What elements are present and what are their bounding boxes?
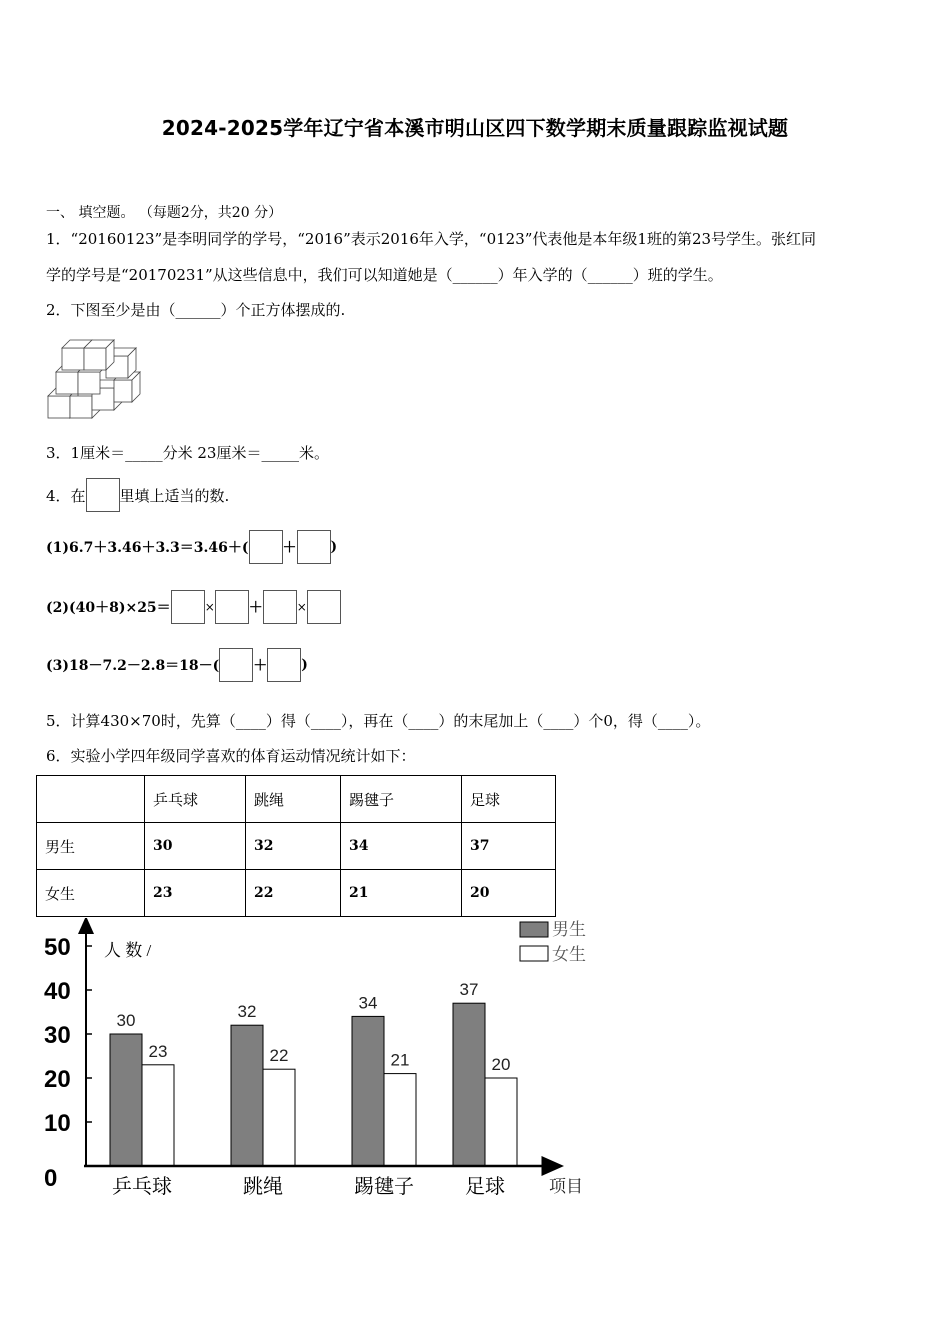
bar-female <box>485 1078 517 1166</box>
answer-box[interactable] <box>267 648 301 682</box>
bar-value-label: 34 <box>358 993 378 1013</box>
table-row <box>37 870 556 917</box>
table-cell: 23 <box>145 870 246 917</box>
expr-text: ) <box>330 539 338 555</box>
bar-male <box>231 1025 263 1166</box>
bar-value-label: 21 <box>390 1050 410 1070</box>
answer-box[interactable] <box>307 590 341 624</box>
expr-text: (3)18－7.2－2.8＝18－( <box>46 658 220 674</box>
bar-male <box>453 1003 485 1166</box>
operator: ＋ <box>248 600 263 616</box>
expr-text: ) <box>301 657 308 673</box>
y-tick-label: 10 <box>44 1110 71 1137</box>
cube <box>84 340 114 370</box>
bar-male <box>110 1034 142 1166</box>
expr-text: (1)6.7＋3.46＋3.3＝3.46＋( <box>46 540 249 556</box>
question-3: 3．1厘米＝_____分米 23厘米＝_____米。 <box>46 444 329 462</box>
question-4-part-2 <box>46 590 341 624</box>
table-cell: 21 <box>341 870 462 917</box>
page-title: 2024-2025学年辽宁省本溪市明山区四下数学期末质量跟踪监视试题 <box>161 116 789 140</box>
bar-value-label: 30 <box>116 1011 136 1030</box>
bar-value-label: 20 <box>491 1055 511 1074</box>
legend-label-female: 女生 <box>552 945 586 964</box>
question-1-line-2: 学的学号是“20170231”从这些信息中，我们可以知道她是（______）年入学的（______）班的学生。 <box>46 266 723 284</box>
operator: × <box>296 600 307 614</box>
answer-box[interactable] <box>249 530 283 564</box>
table-row-label: 男生 <box>37 823 145 870</box>
bar-value-label: 32 <box>237 1002 257 1022</box>
sports-table <box>36 775 556 917</box>
bar-value-label: 22 <box>269 1046 289 1066</box>
table-header-cell: 足球 <box>462 776 556 823</box>
legend-label-male: 男生 <box>552 920 586 939</box>
bar-chart <box>36 918 606 1208</box>
question-6: 6．实验小学四年级同学喜欢的体育运动情况统计如下： <box>46 747 416 765</box>
table-cell: 34 <box>341 823 462 870</box>
table-header-cell <box>37 776 145 823</box>
operator: ＋ <box>253 658 268 674</box>
table-row-label: 女生 <box>37 870 145 917</box>
table-header-cell: 踢毽子 <box>341 776 462 823</box>
x-category-label: 跳绳 <box>243 1176 283 1198</box>
answer-box[interactable] <box>215 590 249 624</box>
question-4-part-1 <box>46 530 337 564</box>
question-4-suffix: 里填上适当的数. <box>119 486 230 505</box>
section-heading: 一、 填空题。 （每题2分，共20 分） <box>46 205 283 221</box>
x-axis-label: 项目 <box>549 1177 583 1196</box>
legend-swatch-female <box>520 946 548 961</box>
operator: × <box>204 600 215 614</box>
answer-box[interactable] <box>297 530 331 564</box>
bar-male <box>352 1016 384 1166</box>
table-row <box>37 823 556 870</box>
table-cell: 22 <box>246 870 341 917</box>
question-5: 5．计算430×70时，先算（____）得（____），再在（____）的末尾加上（____）个0，得（____）。 <box>46 712 711 730</box>
table-cell: 30 <box>145 823 246 870</box>
legend <box>520 920 586 964</box>
bar-female <box>263 1069 295 1166</box>
table-header-cell: 乒乓球 <box>145 776 246 823</box>
table-header-row <box>37 776 556 823</box>
answer-box[interactable] <box>219 648 253 682</box>
y-tick-label: 40 <box>44 978 71 1005</box>
question-4 <box>46 478 229 512</box>
bar-value-label: 37 <box>459 980 479 1000</box>
cube-stack-figure <box>44 326 144 422</box>
table-cell: 20 <box>462 870 556 917</box>
bar-female <box>142 1065 174 1166</box>
question-1-line-1: 1．“20160123”是李明同学的学号，“2016”表示2016年入学，“0123”代表他是本年级1班的第23号学生。张红同 <box>46 230 817 248</box>
y-tick-label: 30 <box>44 1022 71 1049</box>
question-2: 2．下图至少是由（______）个正方体摆成的. <box>46 301 346 319</box>
table-cell: 32 <box>246 823 341 870</box>
bar-female <box>384 1074 416 1166</box>
question-4-prefix: 4．在 <box>46 486 86 505</box>
x-category-label: 乒乓球 <box>112 1176 172 1198</box>
x-category-label: 踢毽子 <box>354 1176 414 1198</box>
y-tick-label: 0 <box>44 1165 58 1192</box>
table-header-cell: 跳绳 <box>246 776 341 823</box>
answer-box[interactable] <box>263 590 297 624</box>
y-tick-label: 20 <box>44 1066 71 1093</box>
legend-swatch-male <box>520 922 548 937</box>
operator: ＋ <box>282 540 297 556</box>
bar-value-label: 23 <box>148 1041 168 1061</box>
y-tick-label: 50 <box>44 934 71 961</box>
expr-text: (2)(40＋8)×25＝ <box>46 600 171 616</box>
table-cell: 37 <box>462 823 556 870</box>
answer-box[interactable] <box>86 478 120 512</box>
y-axis-label: 人 数 / <box>104 941 152 960</box>
answer-box[interactable] <box>171 590 205 624</box>
question-4-part-3 <box>46 648 308 682</box>
x-category-label: 足球 <box>465 1176 505 1198</box>
